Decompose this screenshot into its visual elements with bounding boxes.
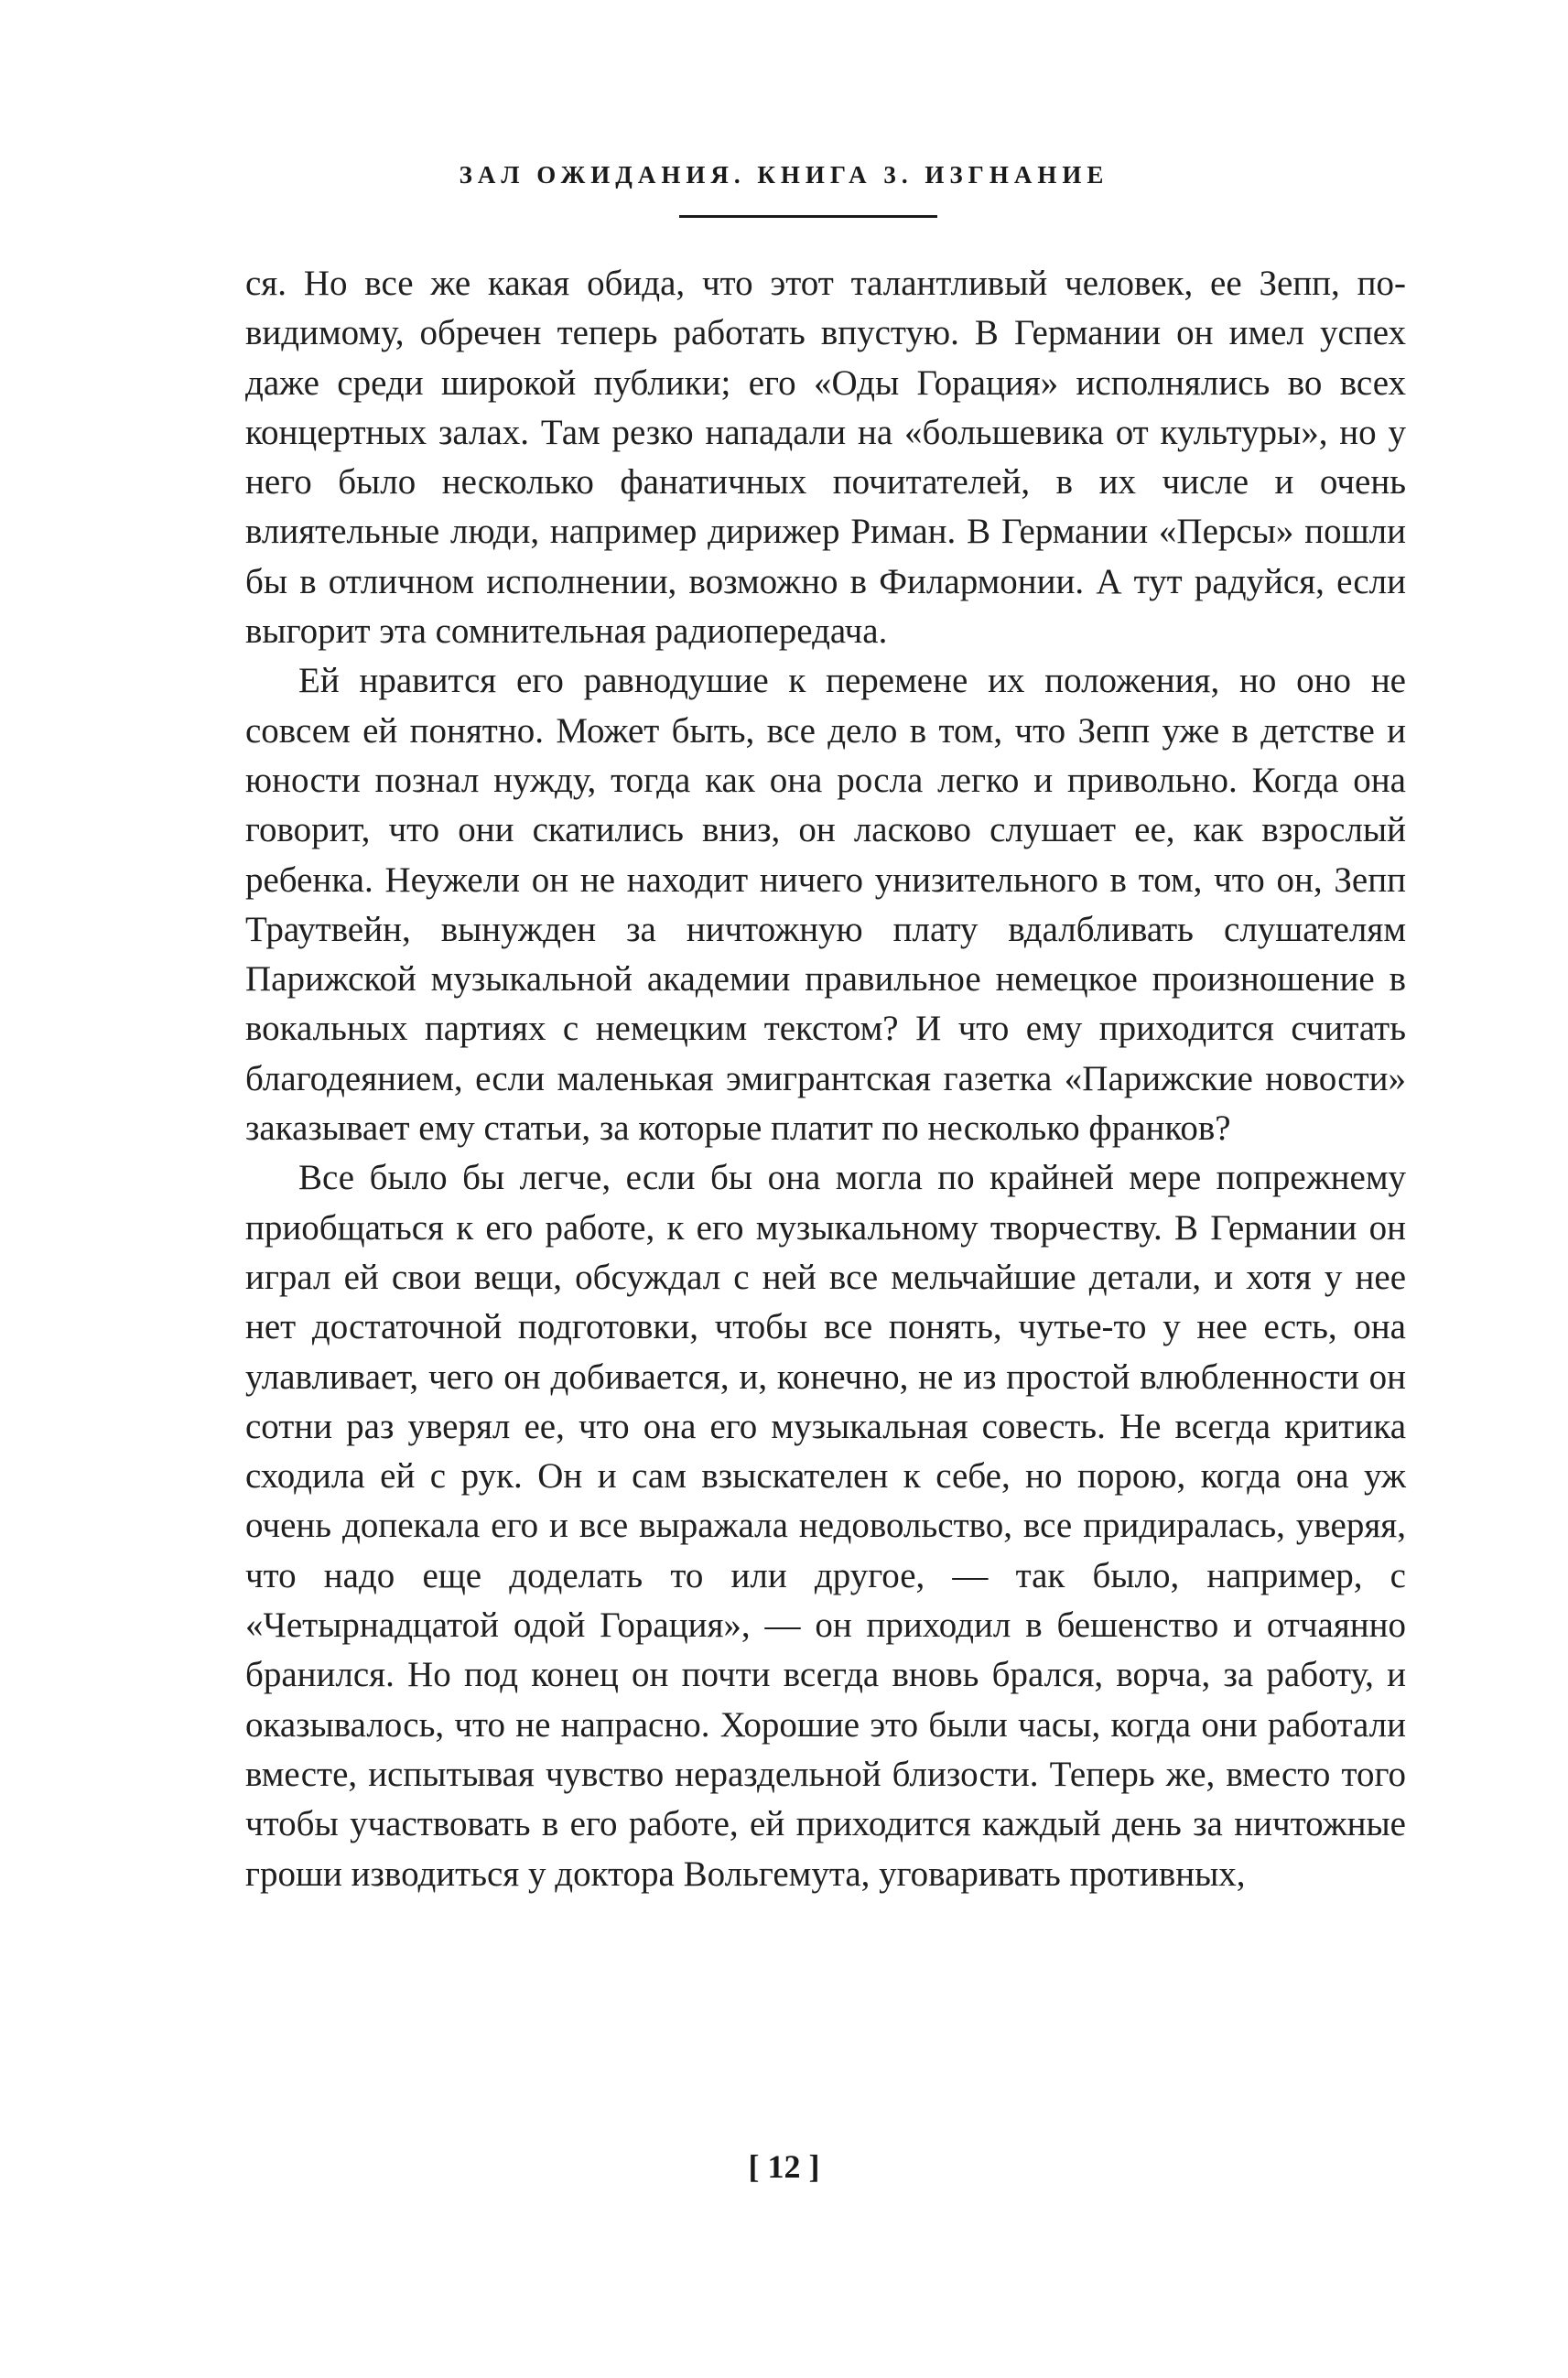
page-number: [ 12 ] (748, 2148, 820, 2185)
running-head: ЗАЛ ОЖИДАНИЯ. КНИГА 3. ИЗГНАНИЕ (459, 161, 1109, 189)
paragraph: Все было бы легче, если бы она могла по крайней мере попрежнему приобщаться к его работе, к его музыкальному творчеству. В Германии он играл ей свои вещи, обсуждал с ней все мельчайшие детали, и хотя у нее нет достаточной подготовки, чтобы все понять, чутье-то у нее есть, она улавливает, чего он добивается, и, конечно, не из простой влюбленности он сотни раз уверял ее, что она его музыкальная совесть. Не всегда критика сходила ей с рук. Он и сам взыскателен к себе, но порою, когда она уж очень допекала его и все выражала недовольство, все придиралась, уверяя, что надо еще доделать то или другое, — так было, например, с «Четырнадцатой одой Горация», — он приходил в бешенство и отчаянно бранился. Но под конец он почти всегда вновь брался, ворча, за работу, и оказывалось, что не напрасно. Хорошие это были часы, когда они работали вместе, испытывая чувство нераздельной близости. Теперь же, вместо того чтобы участвовать в его работе, ей приходится каждый день за ничтожные гроши изводиться у доктора Вольгемута, уговаривать противных, (245, 1158, 1406, 1894)
paragraph: ся. Но все же какая обида, что этот талантливый человек, ее Зепп, по-видимому, обречен теперь работать впустую. В Германии он имел успех даже среди широкой публики; его «Оды Горация» исполнялись во всех концертных залах. Там резко нападали на «большевика от культуры», но у него было несколько фанатичных почитателей, в их числе и очень влиятельные люди, например дирижер Риман. В Германии «Персы» пошли бы в отличном исполнении, возможно в Филармонии. А тут радуйся, если выгорит эта сомнительная радиопередача. (245, 264, 1406, 652)
running-head-rule (679, 215, 937, 218)
paragraph: Ей нравится его равнодушие к перемене их положения, но оно не совсем ей понятно. Может быть, все дело в том, что Зепп уже в детстве и юности познал нужду, тогда как она росла легко и привольно. Когда она говорит, что они скатились вниз, он ласково слушает ее, как взрослый ребенка. Неужели он не находит ничего унизительного в том, что он, Зепп Траутвейн, вынужден за ничтожную плату вдалбливать слушателям Парижской музыкальной академии правильное немецкое произношение в вокальных партиях с немецким текстом? И что ему приходится считать благодеянием, если маленькая эмигрантская газетка «Парижские новости» заказывает ему статьи, за которые платит по несколько франков? (245, 661, 1406, 1149)
page-body (245, 259, 1406, 1899)
